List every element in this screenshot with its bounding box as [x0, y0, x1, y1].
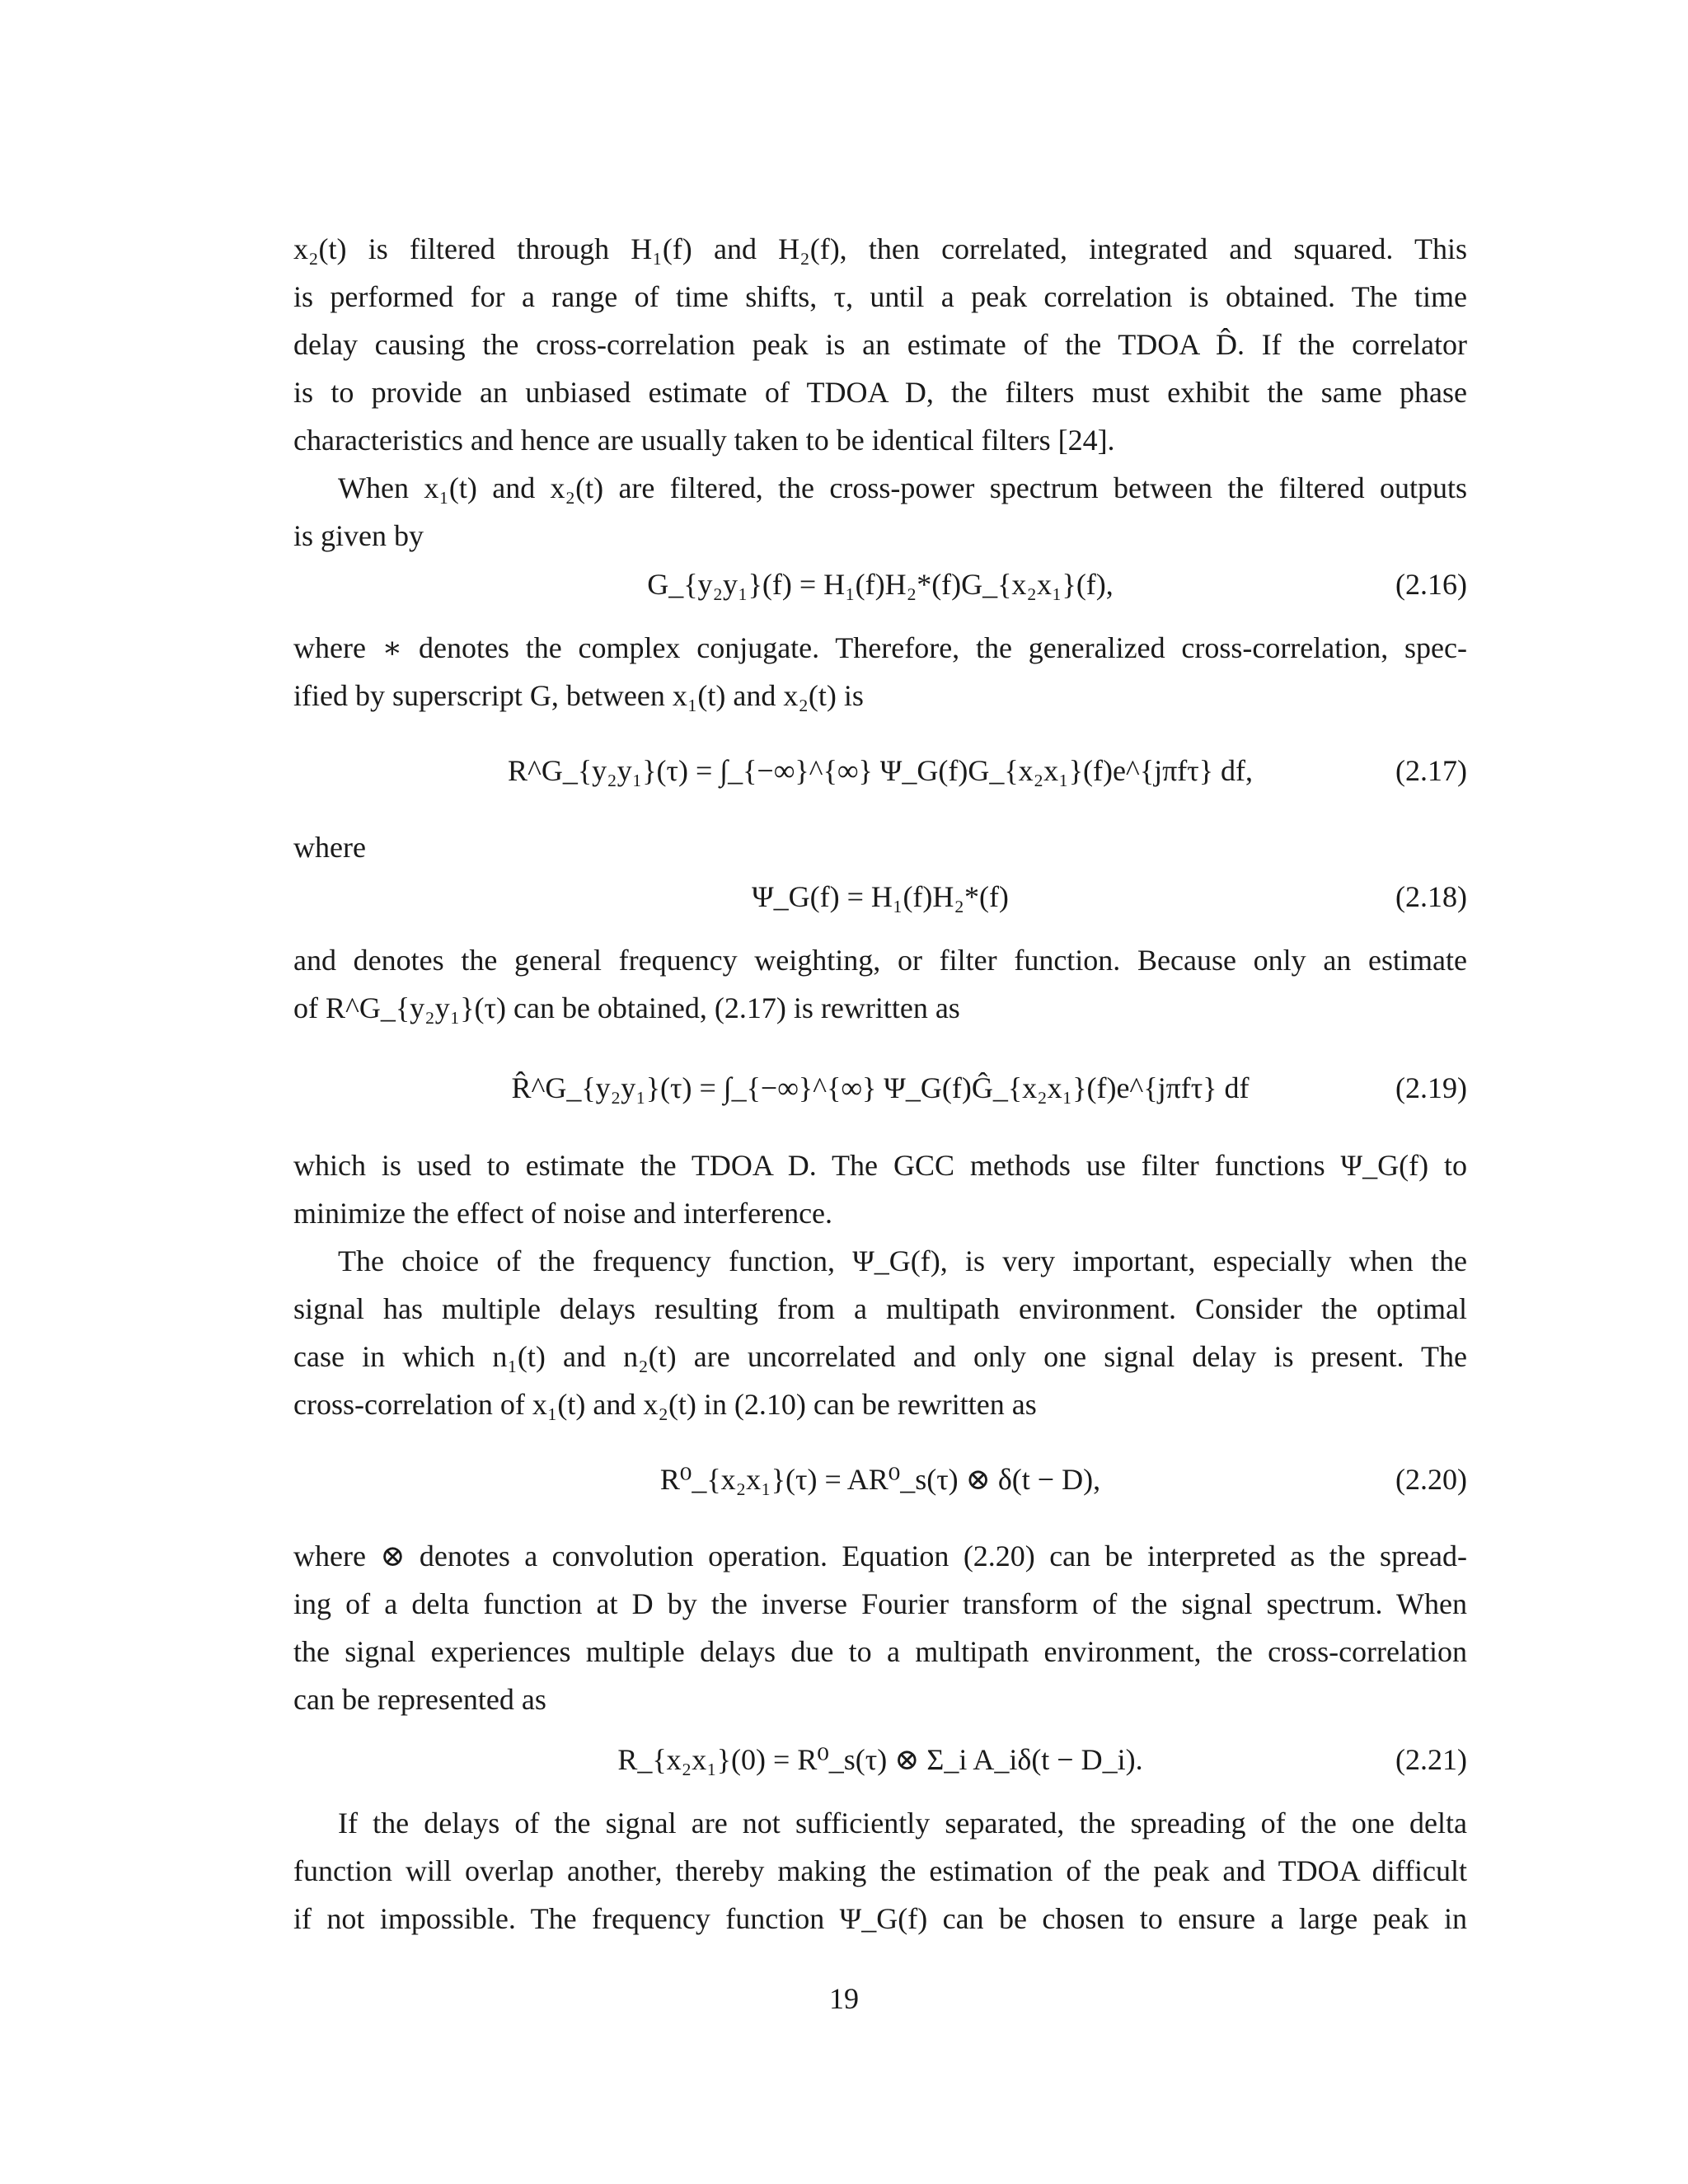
equation-number: (2.17): [1395, 754, 1467, 787]
equation-number: (2.21): [1395, 1743, 1467, 1776]
text-line: characteristics and hence are usually taken to be identical filters [24].: [293, 424, 1115, 457]
equation-2-18: [293, 872, 1467, 921]
text-line: signal has multiple delays resulting from a multipath environment. Consider the optimal: [293, 1292, 1467, 1325]
equation-body: R⁰_{x₂x₁}(τ) = AR⁰_s(τ) ⊗ δ(t − D),: [659, 1463, 1101, 1496]
text-line: If the delays of the signal are not sufficiently separated, the spreading of the one delta: [338, 1807, 1467, 1840]
text-line: of R^G_{y₂y₁}(τ) can be obtained, (2.17) is rewritten as: [293, 991, 960, 1024]
text-line: The choice of the frequency function, Ψ_G(f), is very important, especially when the: [338, 1244, 1467, 1277]
text-line: case in which n₁(t) and n₂(t) are uncorrelated and only one signal delay is present. The: [293, 1340, 1467, 1373]
text-line: ing of a delta function at D by the inverse Fourier transform of the signal spectrum. When: [293, 1587, 1467, 1620]
equation-body: R̂^G_{y₂y₁}(τ) = ∫_{−∞}^{∞} Ψ_G(f)Ĝ_{x₂x₁}(f)e^{jπfτ} df: [511, 1071, 1250, 1104]
text-line: x₂(t) is filtered through H₁(f) and H₂(f), then correlated, integrated and squared. This: [293, 232, 1467, 265]
text-line: cross-correlation of x₁(t) and x₂(t) in (2.10) can be rewritten as: [293, 1388, 1037, 1421]
equation-2-16: [293, 560, 1467, 609]
equation-body: Ψ_G(f) = H₁(f)H₂*(f): [752, 880, 1009, 913]
text-line: if not impossible. The frequency function Ψ_G(f) can be chosen to ensure a large peak in: [293, 1902, 1467, 1935]
text-line: When x₁(t) and x₂(t) are filtered, the cross-power spectrum between the filtered outputs: [338, 471, 1467, 504]
text-line: ified by superscript G, between x₁(t) and x₂(t) is: [293, 679, 864, 712]
equation-body: R_{x₂x₁}(0) = R⁰_s(τ) ⊗ Σ_i A_iδ(t − D_i).: [617, 1743, 1143, 1776]
text-line: which is used to estimate the TDOA D. The GCC methods use filter functions Ψ_G(f) to: [293, 1149, 1467, 1182]
equation-number: (2.19): [1395, 1071, 1467, 1104]
equation-number: (2.16): [1395, 568, 1467, 601]
text-line: is performed for a range of time shifts, τ, until a peak correlation is obtained. The time: [293, 280, 1467, 313]
page-number: 19: [829, 1982, 859, 2015]
text-line: can be represented as: [293, 1683, 546, 1716]
equation-2-21: [293, 1722, 1467, 1797]
text-line: where ∗ denotes the complex conjugate. Therefore, the generalized cross-correlation, spec-: [293, 631, 1467, 664]
text-line: where ⊗ denotes a convolution operation. Equation (2.20) can be interpreted as the spread-: [293, 1540, 1467, 1572]
equation-body: R^G_{y₂y₁}(τ) = ∫_{−∞}^{∞} Ψ_G(f)G_{x₂x₁}(f)e^{jπfτ} df,: [507, 754, 1253, 787]
text-line: is given by: [293, 519, 424, 552]
text-line: and denotes the general frequency weighting, or filter function. Because only an estimate: [293, 944, 1467, 977]
text-line: minimize the effect of noise and interference.: [293, 1197, 833, 1230]
text-line: where: [293, 831, 366, 864]
text-line: is to provide an unbiased estimate of TDOA D, the filters must exhibit the same phase: [293, 376, 1467, 409]
equation-2-20: [293, 1455, 1467, 1504]
equation-2-17: [293, 733, 1467, 808]
equation-number: (2.20): [1395, 1463, 1467, 1496]
text-line: the signal experiences multiple delays due to a multipath environment, the cross-correlation: [293, 1635, 1467, 1668]
text-line: delay causing the cross-correlation peak is an estimate of the TDOA D̂. If the correlator: [293, 328, 1467, 361]
equation-body: G_{y₂y₁}(f) = H₁(f)H₂*(f)G_{x₂x₁}(f),: [647, 568, 1114, 601]
text-line: function will overlap another, thereby making the estimation of the peak and TDOA difficult: [293, 1854, 1467, 1887]
equation-number: (2.18): [1395, 880, 1467, 913]
equation-2-19: [293, 1051, 1467, 1125]
